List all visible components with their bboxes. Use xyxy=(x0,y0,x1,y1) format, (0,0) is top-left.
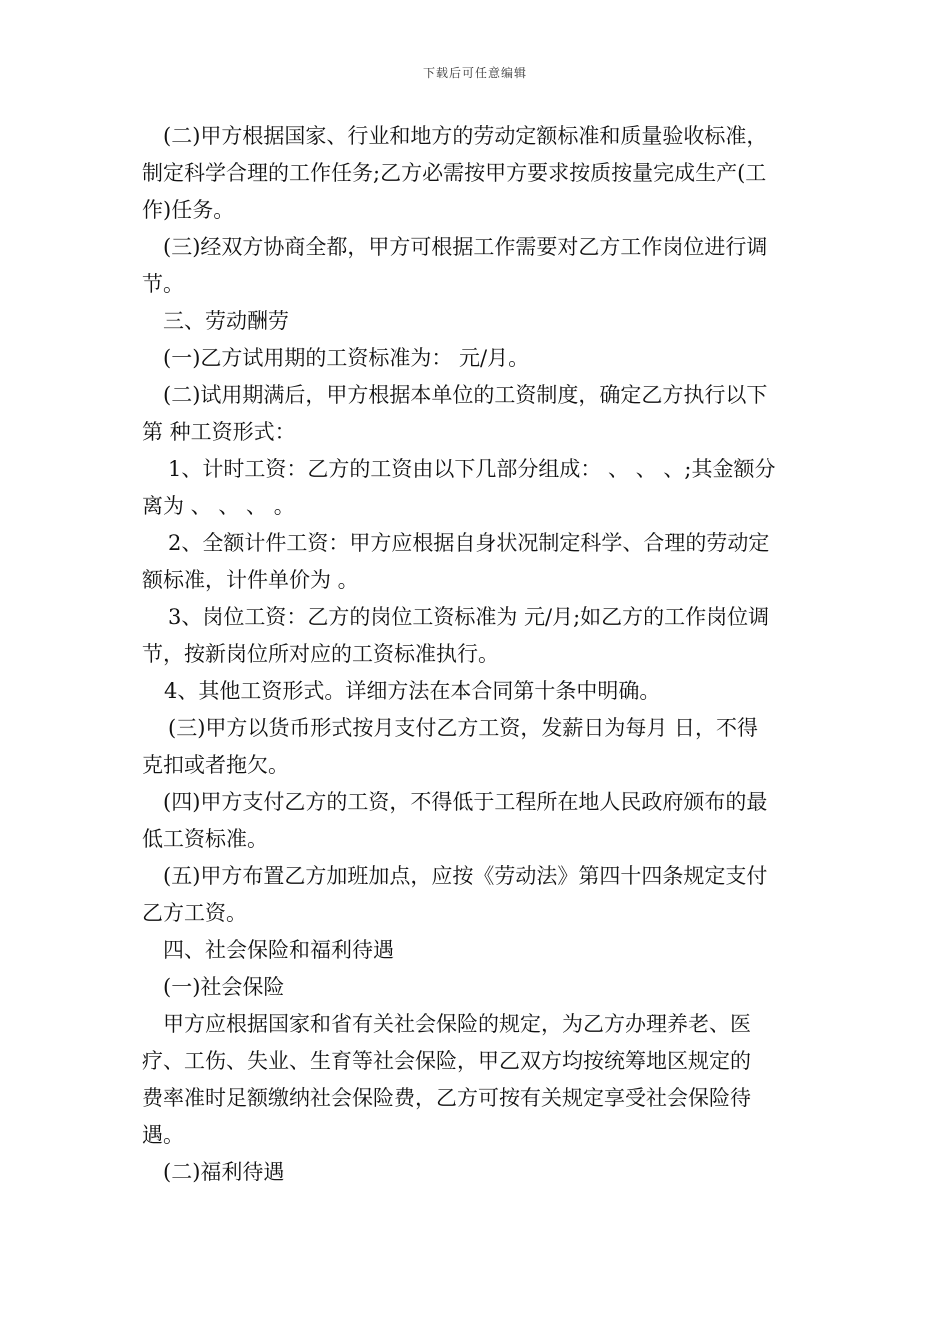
text-line: (二)甲方根据国家、行业和地方的劳动定额标准和质量验收标准， xyxy=(163,124,768,148)
text-line: 疗、工伤、失业、生育等社会保险，甲乙双方均按统筹地区规定的 xyxy=(142,1049,751,1073)
text-line: 费率准时足额缴纳社会保险费，乙方可按有关规定享受社会保险待 xyxy=(142,1086,751,1110)
text-line: 乙方工资。 xyxy=(142,901,247,925)
document-body xyxy=(142,118,812,1191)
text-line: 节，按新岗位所对应的工资标准执行。 xyxy=(142,642,499,666)
page-header-note: 下载后可任意编辑 xyxy=(422,66,527,80)
text-line: (三)甲方以货币形式按月支付乙方工资，发薪日为每月 日，不得 xyxy=(168,716,759,740)
text-line: 额标准，计件单价为 。 xyxy=(142,568,359,592)
text-line: 作)任务。 xyxy=(142,198,235,222)
text-line: 低工资标准。 xyxy=(142,827,268,851)
text-line: (三)经双方协商全都，甲方可根据工作需要对乙方工作岗位进行调 xyxy=(163,235,768,259)
text-line: 3、岗位工资：乙方的岗位工资标准为 元/月;如乙方的工作岗位调 xyxy=(168,605,770,629)
section-heading: 四、社会保险和福利待遇 xyxy=(163,938,394,962)
text-line: (四)甲方支付乙方的工资，不得低于工程所在地人民政府颁布的最 xyxy=(163,790,768,814)
text-line: 4、其他工资形式。详细方法在本合同第十条中明确。 xyxy=(164,679,661,703)
text-line: 节。 xyxy=(142,272,184,296)
subsection-heading: (二)福利待遇 xyxy=(163,1160,285,1184)
text-line: 离为 、 、 、 。 xyxy=(142,494,295,518)
text-line: 1、计时工资：乙方的工资由以下几部分组成： 、 、 、;其金额分 xyxy=(168,457,776,481)
subsection-heading: (一)社会保险 xyxy=(163,975,285,999)
text-line: (二)试用期满后，甲方根据本单位的工资制度，确定乙方执行以下 xyxy=(163,383,768,407)
text-line: 制定科学合理的工作任务;乙方必需按甲方要求按质按量完成生产(工 xyxy=(142,161,767,185)
text-line: 第 种工资形式： xyxy=(142,420,296,444)
section-heading: 三、劳动酬劳 xyxy=(163,309,289,333)
text-line: 克扣或者拖欠。 xyxy=(142,753,289,777)
text-line: 遇。 xyxy=(142,1123,184,1147)
text-line: 2、全额计件工资：甲方应根据自身状况制定科学、合理的劳动定 xyxy=(168,531,770,555)
text-line: (五)甲方布置乙方加班加点，应按《劳动法》第四十四条规定支付 xyxy=(163,864,768,888)
text-line: (一)乙方试用期的工资标准为： 元/月。 xyxy=(163,346,530,370)
text-line: 甲方应根据国家和省有关社会保险的规定，为乙方办理养老、医 xyxy=(163,1012,751,1036)
